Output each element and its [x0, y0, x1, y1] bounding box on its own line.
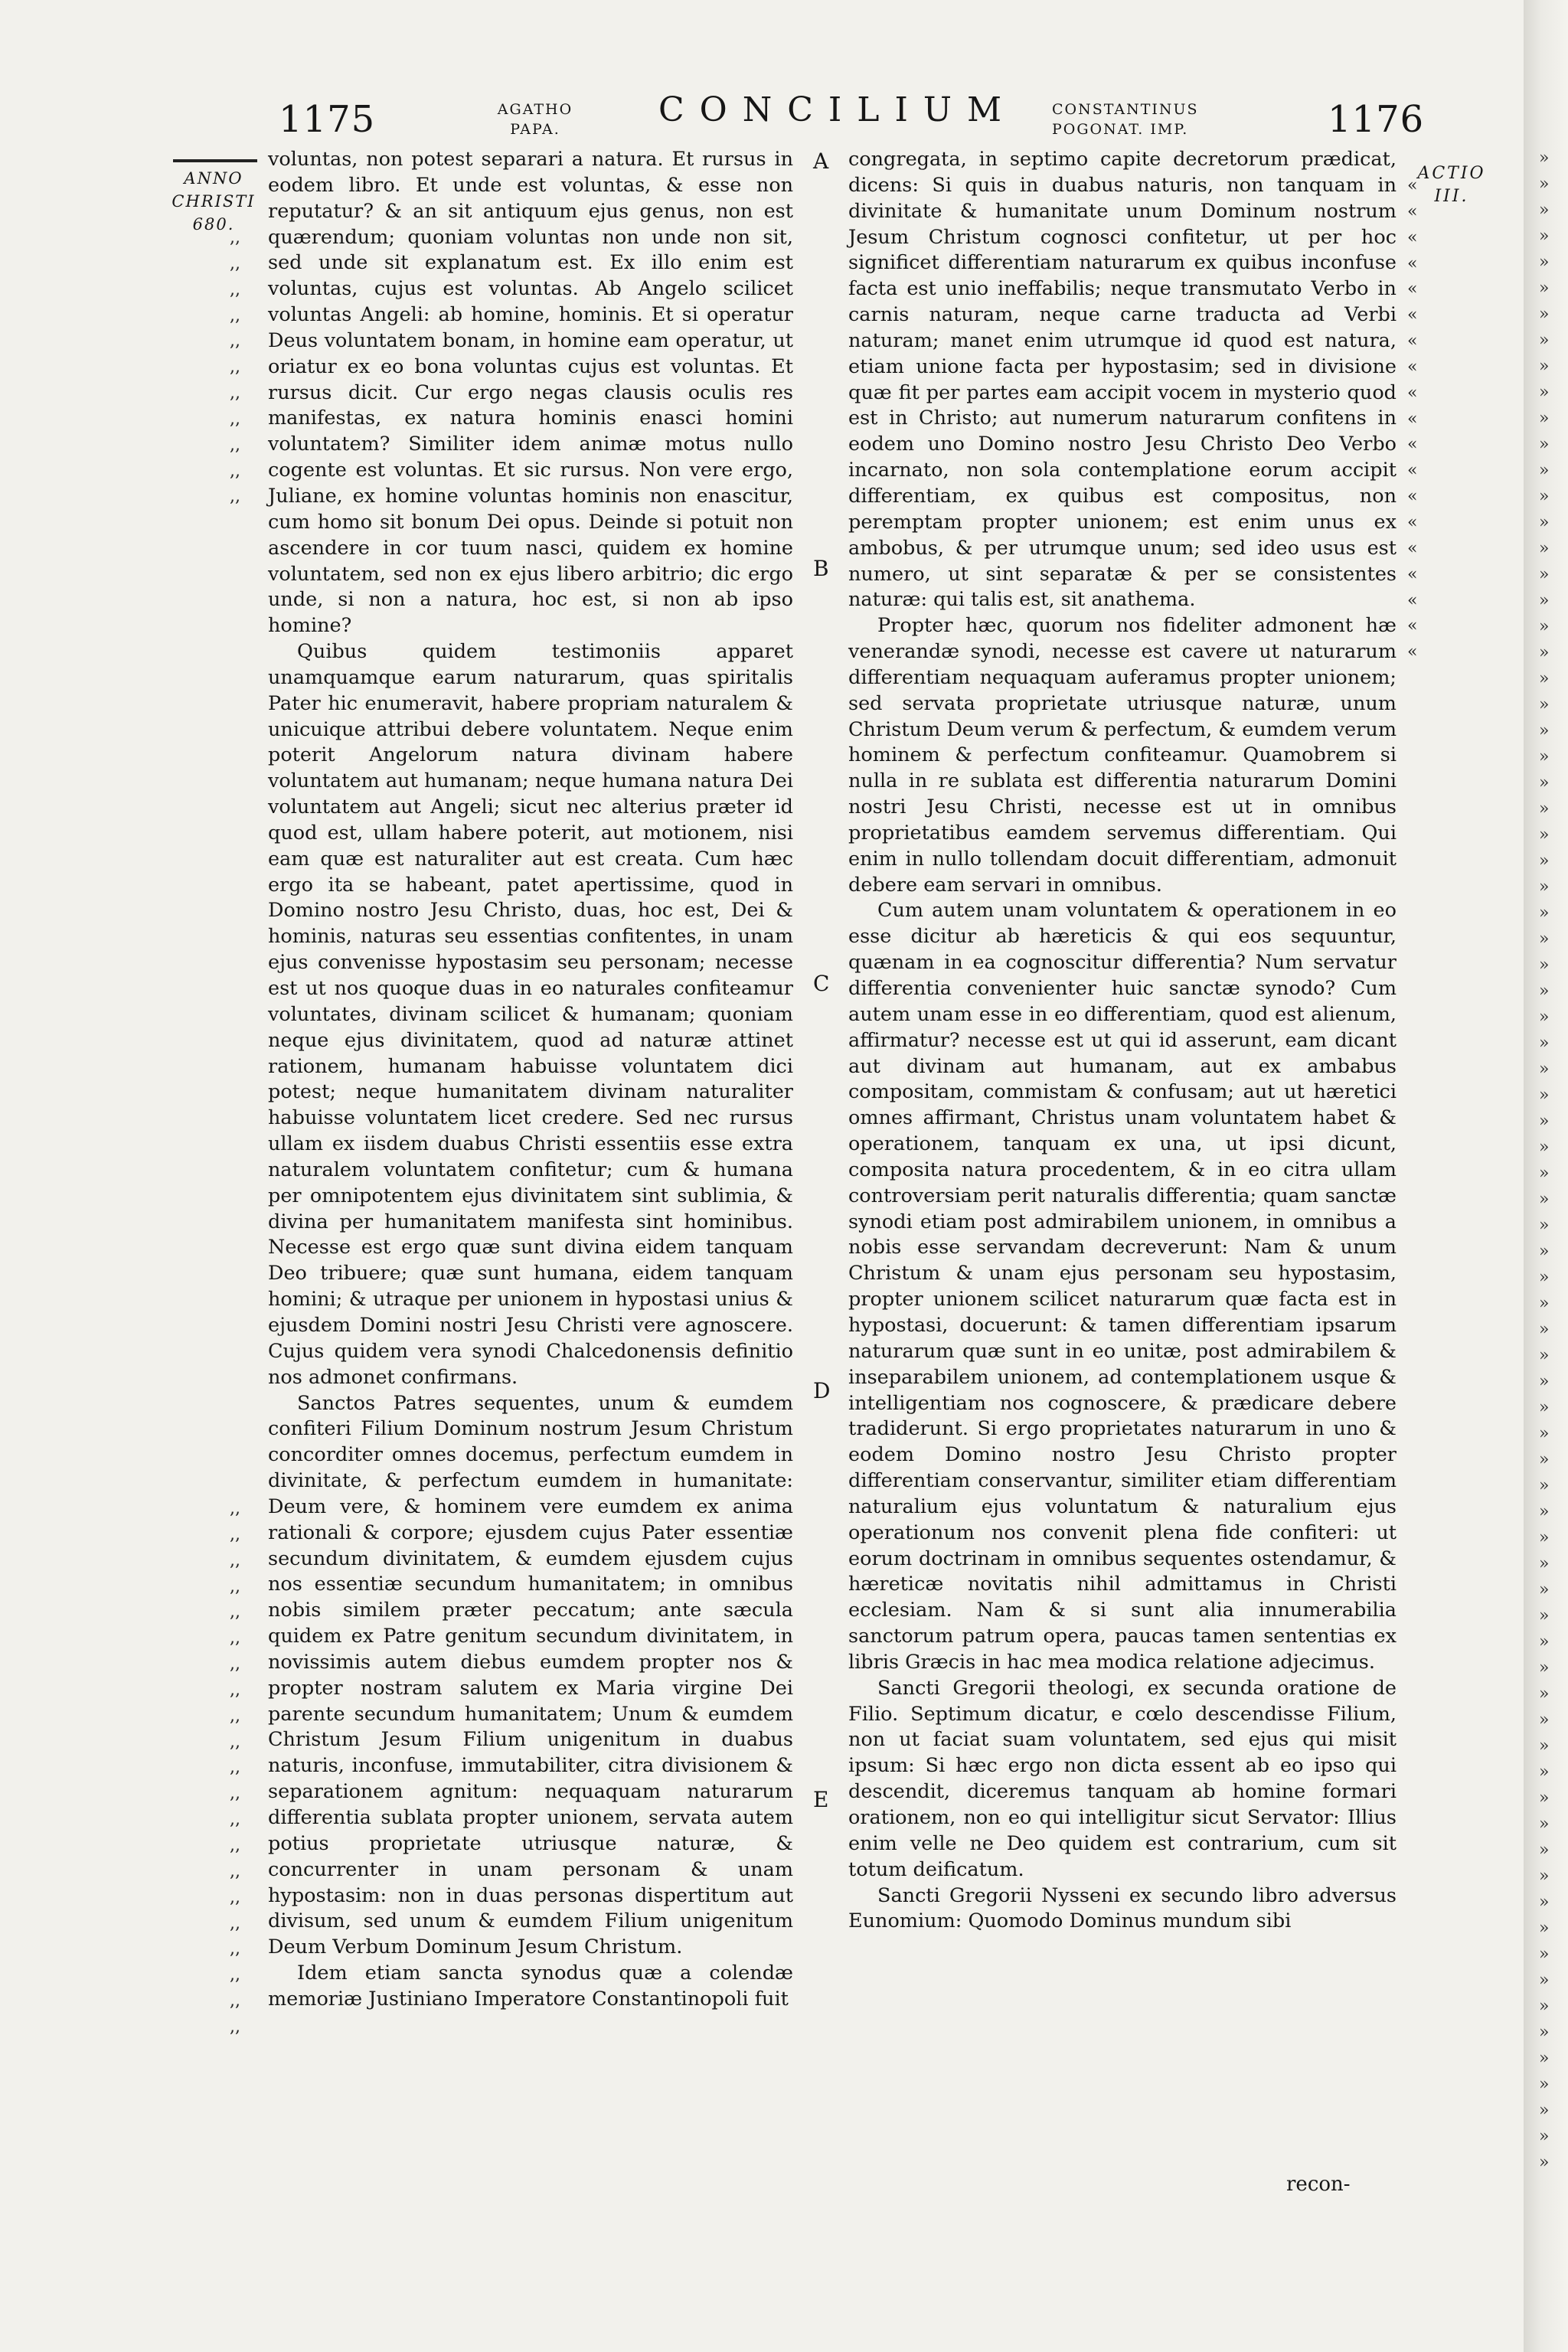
left-author-line2: PAPA. [510, 121, 560, 138]
right-running-head [1052, 100, 1228, 139]
margin-note-line: 680. [192, 215, 235, 234]
paragraph: Sancti Gregorii theologi, ex secunda oratione de Filio. Septimum dicatur, e cœlo descendisse Filium, non ut faciat suam voluntatem, sed ejus qui misit ipsum: Si hæc ergo non dicta essent ab eo ipso qui descendit, diceremus tanquam ab homine formari orationem, non eo qui intelligitur sicut Servator: Illius enim velle ne Deo quidem est contrarium, cum sit totum deificatum. [848, 1676, 1396, 1881]
margin-note-line: ACTIO [1417, 164, 1486, 183]
left-page-number: 1175 [279, 98, 376, 141]
paragraph: Sancti Gregorii Nysseni ex secundo libro adversus Eunomium: Quomodo Dominus mundum sibi [848, 1883, 1396, 1933]
right-column [848, 147, 1396, 1935]
paragraph: Quibus quidem testimoniis apparet unamquamque earum naturarum, quas spiritalis Pater hic enumeravit, habere propriam naturalem & unicuique attribui debere voluntatem. Neque enim poterit Angelorum natura divinam habere voluntatem aut humanam; neque humana natura Dei voluntatem aut Angeli; sicut nec alterius præter id quod est, ullam habere poterit, aut motionem, nisi eam quæ est naturaliter aut est creata. Cum hæc ergo ita se habeant, patet apertissime, quod in Domino nostro Jesu Christo, duas, hoc est, Dei & hominis, naturas seu essentias confitentes, in unam ejus convenisse hypostasim seu personam; necesse est ut nos quoque duas in eo naturales confiteamur voluntates, divinam scilicet & humanam; quoniam neque ejus divinitatem, quod ad naturæ attinet rationem, humanam habuisse voluntatem dici potest; neque humanitatem divinam naturaliter habuisse voluntatem licet credere. Sed nec rursus ullam ex iisdem duabus Christi essentiis esse extra naturalem voluntatem confitetur; cum & humana per omnipotentem ejus divinitatem sint sublimia, & divina per humanitatem manifesta sint hominibus. Necesse est ergo quæ sunt divina eidem tanquam Deo tribuere; quæ sunt humana, eidem tanquam homini; & utraque per unionem in hypostasi unius & ejusdem Domini nostri Jesu Christi vere agnoscere. Cujus quidem vera synodi Chalcedonensis definitio nos admonet confirmans. [268, 640, 793, 1389]
margin-note-actio [1413, 162, 1490, 208]
page-title: CONCILIUM [658, 90, 1018, 129]
section-letter-d: D [813, 1378, 831, 1403]
section-letter-e: E [813, 1787, 829, 1812]
quote-marks-right: « « « « « « « « « « « « « « « « « « « [1407, 176, 1418, 662]
quote-marks-left-upper: ,, ,, ,, ,, ,, ,, ,, ,, ,, ,, ,, [230, 228, 240, 507]
catchword: recon- [1286, 2173, 1351, 2196]
section-letter-b: B [813, 556, 829, 581]
margin-rule [173, 159, 257, 162]
quote-marks-left-lower: ,, ,, ,, ,, ,, ,, ,, ,, ,, ,, ,, ,, ,, ,, ,, ,, ,, ,, ,, ,, ,, [230, 1499, 240, 2037]
paragraph: Idem etiam sancta synodus quæ a colendæ memoriæ Justiniano Imperatore Constantinopoli fuit [268, 1962, 793, 2011]
margin-note-year [172, 167, 256, 236]
left-running-head [478, 100, 593, 139]
paragraph: congregata, in septimo capite decretorum prædicat, dicens: Si quis in duabus naturis, non tanquam in divinitate & humanitate unum Dominum nostrum Jesum Christum cognosci confitetur, ut per hoc significet differentiam naturarum ex quibus inconfuse facta est unio ineffabilis; neque transmutato Verbo in carnis naturam, neque carne traducta ad Verbi naturam; manet enim utrumque id quod est natura, etiam unione facta per hypostasim; sed in divisione quæ fit per partes eam accipit vocem in mysterio quod est in Christo; aut numerum naturarum confitens in eodem uno Domino nostro Jesu Christo Deo Verbo incarnato, non sola contemplatione eorum accipit differentiam, ex quibus est compositus, non peremptam propter unionem; est enim unus ex ambobus, & per utrumque unum; sed ideo usus est numero, ut sint separatæ & per se consistentes naturæ: qui talis est, sit anathema. [848, 148, 1396, 612]
margin-note-line: ANNO [184, 169, 243, 188]
left-author-line1: AGATHO [497, 101, 573, 118]
right-author-line1: CONSTANTINUS [1052, 101, 1199, 118]
section-letter-c: C [813, 971, 830, 996]
margin-note-line: CHRISTI [172, 192, 256, 211]
right-author-line2: POGONAT. IMP. [1052, 121, 1189, 138]
paragraph: Sanctos Patres sequentes, unum & eumdem confiteri Filium Dominum nostrum Jesum Christum concorditer omnes docemus, perfectum eumdem in divinitate, & perfectum eumdem in humanitate: Deum vere, & hominem vere eumdem ex anima rationali & corpore; ejusdem cujus Pater essentiæ secundum divinitatem, & eumdem ejusdem cujus nos essentiæ secundum humanitatem; in omnibus nobis similem præter peccatum; ante sæcula quidem ex Patre genitum secundum divinitatem, in novissimis autem diebus eumdem propter nos & propter nostram salutem ex Maria virgine Dei parente secundum humanitatem; Unum & eumdem Christum Jesum Filium unigenitum in duabus naturis, inconfuse, immutabiliter, citra divisionem & separationem agnitum: nequaquam naturarum differentia sublata propter unionem, servata autem potius proprietate utriusque naturæ, & concurrenter in unam personam & unam hypostasim: non in duas personas dispertitum aut divisum, sed unum & eumdem Filium unigenitum Deum Verbum Dominum Jesum Christum. [268, 1391, 793, 1959]
adjacent-page-fragment: » » » » » » » » » » » » » » » » » » » » » » » » » » » » » » » » » » » » » » » » » » » » » » » » » » » » » » » » » » » » » » » » » » » » » » » » » » » » » » [1539, 149, 1550, 2172]
paragraph: Propter hæc, quorum nos fideliter admonent hæ venerandæ synodi, necesse est cavere ut naturarum differentiam nequaquam auferamus propter unionem; sed servata proprietate utriusque naturæ, unum Christum Deum verum & perfectum, & eumdem verum hominem & perfectum confiteamur. Quamobrem si nulla in re sublata est differentia naturarum Domini nostri Jesu Christi, necesse est ut in omnibus proprietatibus eamdem servemus differentiam. Qui enim in nullo tollendam docuit differentiam, admonuit debere eam servari in omnibus. [848, 614, 1396, 897]
right-page-number: 1176 [1328, 98, 1425, 141]
section-letter-a: A [813, 149, 829, 174]
margin-note-line: III. [1434, 187, 1469, 206]
left-column [268, 147, 793, 2013]
paragraph: voluntas, non potest separari a natura. Et rursus in eodem libro. Et unde est voluntas, & esse non reputatur? & an sit antiquum ejus genus, non est quærendum; quoniam voluntas non unde non sit, sed unde sit explanatum est. Ex illo enim est voluntas, cujus est voluntas. Ab Angelo scilicet voluntas Angeli: ab homine, hominis. Et si operatur Deus voluntatem bonam, in homine eam operatur, ut oriatur ex eo bona voluntas cujus est voluntas. Et rursus dicit. Cur ergo negas clausis oculis res manifestas, ex natura hominis enasci homini voluntatem? Similiter idem animæ motus nullo cogente est voluntas. Et sic rursus. Non vere ergo, Juliane, ex homine voluntas hominis non enascitur, cum homo sit bonum Dei opus. Deinde si potuit non ascendere in cor tuum nasci, quidem ex homine voluntatem, sed non ex ejus libero arbitrio; dic ergo unde, si non a natura, hoc est, si non ab ipso homine? [268, 148, 793, 638]
paragraph: Cum autem unam voluntatem & operationem in eo esse dicitur ab hæreticis & qui eos sequuntur, quænam in ea cognoscitur differentia? Num servatur differentia convenienter huic sanctæ synodo? Cum autem unam esse in eo differentiam, quod est alienum, affirmatur? necesse est ut qui id asserunt, eam dicant aut divinam aut humanam, aut ex ambabus compositam, commistam & confusam; aut ut hæretici omnes affirmant, Christus unam voluntatem habet & operationem, tanquam ex una, ut ipsi dicunt, composita natura procedentem, & in eo citra ullam controversiam perit naturalis differentia; quam sanctæ synodi etiam post admirabilem unionem, in omnibus a nobis esse servandam decreverunt: Nam & unum Christum & unam ejus personam seu hypostasim, propter unionem scilicet naturarum quæ facta est in hypostasi, docuerunt: & tamen differentiam ipsarum naturarum quæ sunt in eo unitæ, post admirabilem & inseparabilem unionem, ad contemplationem usque & intelligentiam nos cognoscere, & prædicare debere tradiderunt. Si ergo proprietates naturarum in uno & eodem Domino nostro Jesu Christo propter differentiam conservantur, similiter etiam differentiam naturalium ejus voluntatum & naturalium ejus operationum nos convenit plena fide confiteri: ut eorum doctrinam in omnibus sequentes ostendamur, & hæreticæ novitatis nihil admittamus in Christi ecclesiam. Nam & si sunt alia innumerabilia sanctorum patrum opera, paucas tamen sententias ex libris Græcis in hac mea modica relatione adjecimus. [848, 899, 1396, 1674]
